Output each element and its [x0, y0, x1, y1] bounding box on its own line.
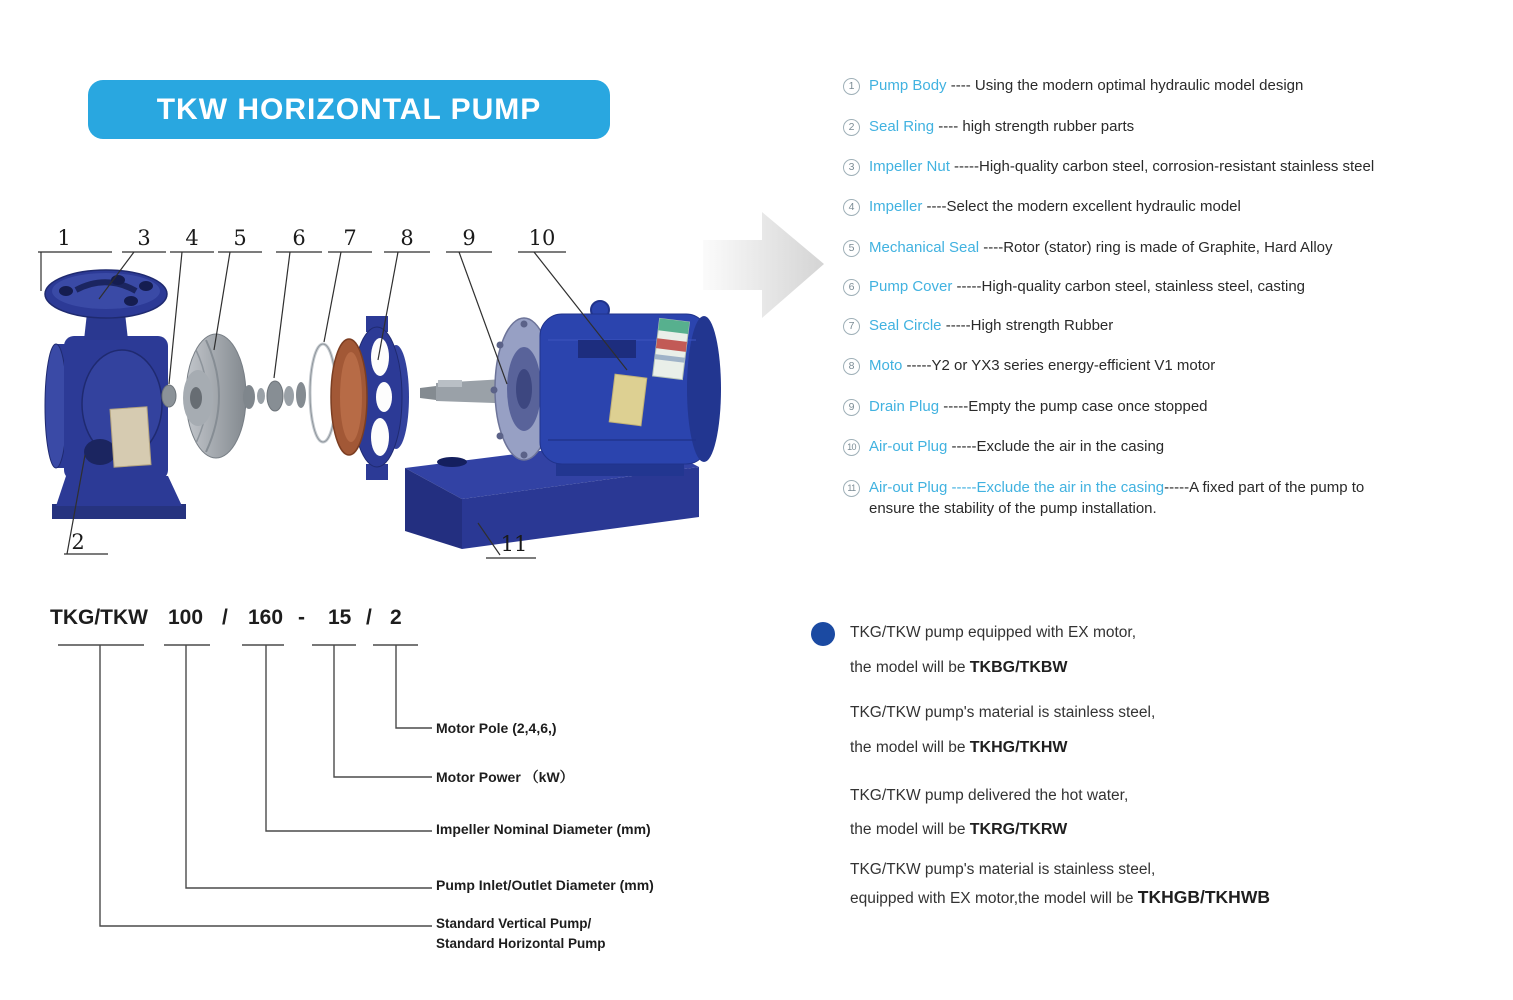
motor-illustration — [420, 301, 721, 476]
part-desc: -----Exclude the air in the casing — [947, 438, 1165, 455]
part-name: Impeller Nut — [869, 158, 950, 175]
model-code-connector-lines — [40, 600, 760, 995]
callout-number: 10 — [528, 226, 556, 250]
circled-number-badge: 10 — [843, 439, 860, 456]
part-desc: ---- Using the modern optimal hydraulic model design — [946, 77, 1304, 94]
note-line: the model will be TKBG/TKBW — [850, 659, 1068, 676]
parts-list-item — [843, 196, 1498, 217]
circled-number-badge: 7 — [843, 318, 860, 335]
part-desc: ----Rotor (stator) ring is made of Graphite, Hard Alloy — [979, 239, 1333, 256]
note-line: the model will be TKRG/TKRW — [850, 821, 1068, 838]
circled-number-badge: 6 — [843, 279, 860, 296]
model-code-slash: / — [366, 606, 372, 629]
part-desc: -----Empty the pump case once stopped — [939, 398, 1208, 415]
label-impeller-diameter: Impeller Nominal Diameter (mm) — [436, 821, 651, 837]
callout-number: 1 — [57, 226, 71, 250]
note-line: TKG/TKW pump delivered the hot water, — [850, 787, 1129, 804]
part-desc: ----Select the modern excellent hydraulic model — [922, 198, 1241, 215]
circled-number-badge: 9 — [843, 399, 860, 416]
parts-list-item — [843, 237, 1498, 258]
label-pump-type-line1: Standard Vertical Pump/ — [436, 916, 592, 931]
model-code-pole: 2 — [390, 606, 402, 629]
model-name: TKHG/TKHW — [969, 739, 1068, 756]
callout-number: 11 — [500, 532, 528, 556]
circled-number-badge: 8 — [843, 358, 860, 375]
part-desc: -----High-quality carbon steel, corrosion-resistant stainless steel — [949, 158, 1375, 175]
part-name: Moto — [869, 357, 903, 374]
part-name: Mechanical Seal — [869, 239, 980, 256]
notes-section — [805, 612, 1425, 932]
circled-number-badge: 4 — [843, 199, 860, 216]
circled-number-badge: 2 — [843, 119, 860, 136]
page-title: TKW HORIZONTAL PUMP — [156, 92, 542, 126]
parts-list-item — [843, 477, 1498, 519]
callout-number: 4 — [185, 226, 199, 250]
callout-number: 9 — [462, 226, 476, 250]
part-name: Air-out Plug -----Exclude the air in the casing — [869, 479, 1165, 496]
pump-cover-illustration — [331, 316, 409, 480]
parts-list-item — [843, 116, 1498, 137]
model-code-inlet: 100 — [168, 606, 204, 629]
model-name: TKBG/TKBW — [969, 659, 1068, 676]
note-line: TKG/TKW pump equipped with EX motor, — [850, 624, 1137, 641]
label-pump-type — [436, 914, 606, 954]
label-motor-pole: Motor Pole (2,4,6,) — [436, 720, 557, 736]
model-name: TKHGB/TKHWB — [1137, 887, 1270, 907]
part-desc-line2: ensure the stability of the pump installation. — [869, 500, 1157, 517]
note-line: the model will be TKHG/TKHW — [850, 739, 1068, 756]
part-name: Drain Plug — [869, 398, 940, 415]
label-inlet-diameter: Pump Inlet/Outlet Diameter (mm) — [436, 877, 654, 893]
part-desc: ---- high strength rubber parts — [934, 118, 1135, 135]
part-desc: -----A fixed part of the pump to — [1164, 479, 1365, 496]
mechanical-seal-illustration — [243, 381, 306, 411]
callout-number: 8 — [400, 226, 414, 250]
parts-list-item — [843, 436, 1498, 457]
part-desc: -----Y2 or YX3 series energy-efficient V1 motor — [902, 357, 1216, 374]
parts-list-item — [843, 315, 1498, 336]
label-pump-type-line2: Standard Horizontal Pump — [436, 936, 606, 951]
circled-number-badge: 5 — [843, 240, 860, 257]
label-motor-power: Motor Power （kW） — [436, 769, 574, 785]
part-name: Pump Body — [869, 77, 947, 94]
model-code-power: 15 — [328, 606, 352, 629]
part-name: Pump Cover — [869, 278, 953, 295]
parts-list-item — [843, 396, 1498, 417]
parts-list-item — [843, 75, 1498, 96]
circled-number-badge: 11 — [843, 480, 860, 497]
circled-number-badge: 3 — [843, 159, 860, 176]
pump-exploded-diagram — [0, 0, 840, 600]
parts-list-item — [843, 276, 1498, 297]
part-name: Seal Circle — [869, 317, 942, 334]
parts-list — [843, 0, 1498, 560]
parts-list-item — [843, 156, 1498, 177]
part-desc: -----High strength Rubber — [941, 317, 1114, 334]
part-name: Air-out Plug — [869, 438, 948, 455]
part-name: Impeller — [869, 198, 923, 215]
model-code-impeller: 160 — [248, 606, 284, 629]
note-line: TKG/TKW pump's material is stainless steel, — [850, 704, 1156, 721]
transition-arrow-icon — [703, 212, 824, 318]
model-name: TKRG/TKRW — [969, 821, 1068, 838]
callout-number: 7 — [343, 226, 357, 250]
model-code-section — [40, 600, 760, 995]
part-desc: -----High-quality carbon steel, stainless steel, casting — [952, 278, 1306, 295]
impeller-illustration — [162, 334, 246, 458]
note-line: equipped with EX motor,the model will be TKHGB/TKHWB — [850, 887, 1270, 907]
model-code-slash: / — [222, 606, 228, 629]
callout-number: 6 — [292, 226, 306, 250]
callout-number: 5 — [233, 226, 247, 250]
parts-list-item — [843, 355, 1498, 376]
bullet-icon — [811, 622, 835, 646]
circled-number-badge: 1 — [843, 78, 860, 95]
part-name: Seal Ring — [869, 118, 935, 135]
callout-number: 3 — [137, 226, 151, 250]
model-code-dash: - — [298, 606, 305, 629]
callout-number: 2 — [71, 530, 85, 554]
note-line: TKG/TKW pump's material is stainless steel, — [850, 861, 1156, 878]
model-code-series: TKG/TKW — [50, 606, 148, 629]
